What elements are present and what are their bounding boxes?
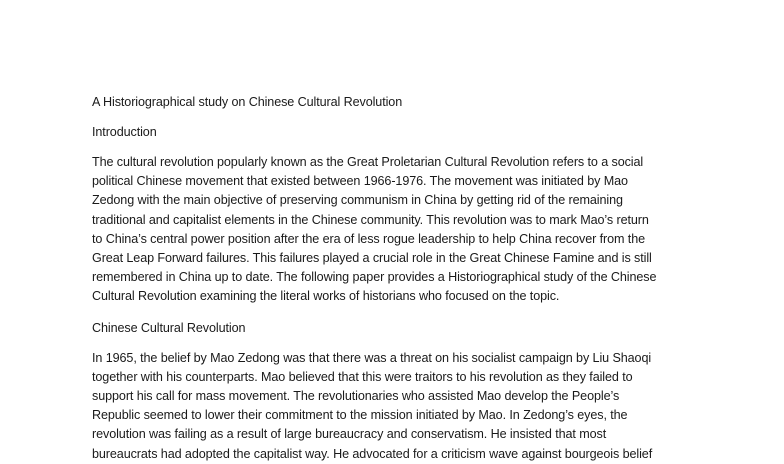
paragraph-line: In 1965, the belief by Mao Zedong was that there was a threat on his socialist campaign by Liu Shaoqi bbox=[92, 350, 652, 365]
paragraph-line: together with his counterparts. Mao believed that this were traitors to his revolution as they failed to bbox=[92, 369, 633, 384]
paragraph-line: Zedong with the main objective of preserving communism in China by getting rid of the remaining bbox=[92, 193, 623, 208]
paragraph-line: The cultural revolution popularly known as the Great Proletarian Cultural Revolution refers to a social bbox=[92, 155, 644, 169]
paragraph-line: to China’s central power position after the era of less rogue leadership to help China recover from the bbox=[92, 231, 646, 246]
paragraph-line: Great Leap Forward failures. This failures played a crucial role in the Great Chinese Famine and is still bbox=[92, 251, 652, 266]
paragraph-line: Cultural Revolution examining the literal works of historians who focused on the topic. bbox=[92, 289, 560, 304]
section-paragraph bbox=[92, 349, 692, 464]
document-body bbox=[92, 93, 692, 464]
introduction-paragraph bbox=[92, 153, 692, 307]
introduction-heading: Introduction bbox=[92, 125, 157, 139]
document-title: A Historiographical study on Chinese Cultural Revolution bbox=[92, 95, 403, 109]
paragraph-line: political Chinese movement that existed between 1966-1976. The movement was initiated by Mao bbox=[92, 174, 628, 189]
paragraph-line: revolution was failing as a result of large bureaucracy and conservatism. He insisted that most bbox=[92, 427, 607, 442]
paragraph-line: traditional and capitalist elements in the Chinese community. This revolution was to mark Mao’s return bbox=[92, 212, 649, 227]
paragraph-line: support his call for mass movement. The revolutionaries who assisted Mao develop the People’s bbox=[92, 389, 620, 404]
paragraph-line: bureaucrats had adopted the capitalist way. He advocated for a criticism wave against bourgeois belief bbox=[92, 446, 653, 461]
paragraph-line: Republic seemed to lower their commitment to the mission initiated by Mao. In Zedong’s eyes, the bbox=[92, 408, 628, 423]
paragraph-line: remembered in China up to date. The following paper provides a Historiographical study of the Chinese bbox=[92, 270, 657, 285]
section-heading: Chinese Cultural Revolution bbox=[92, 320, 246, 335]
